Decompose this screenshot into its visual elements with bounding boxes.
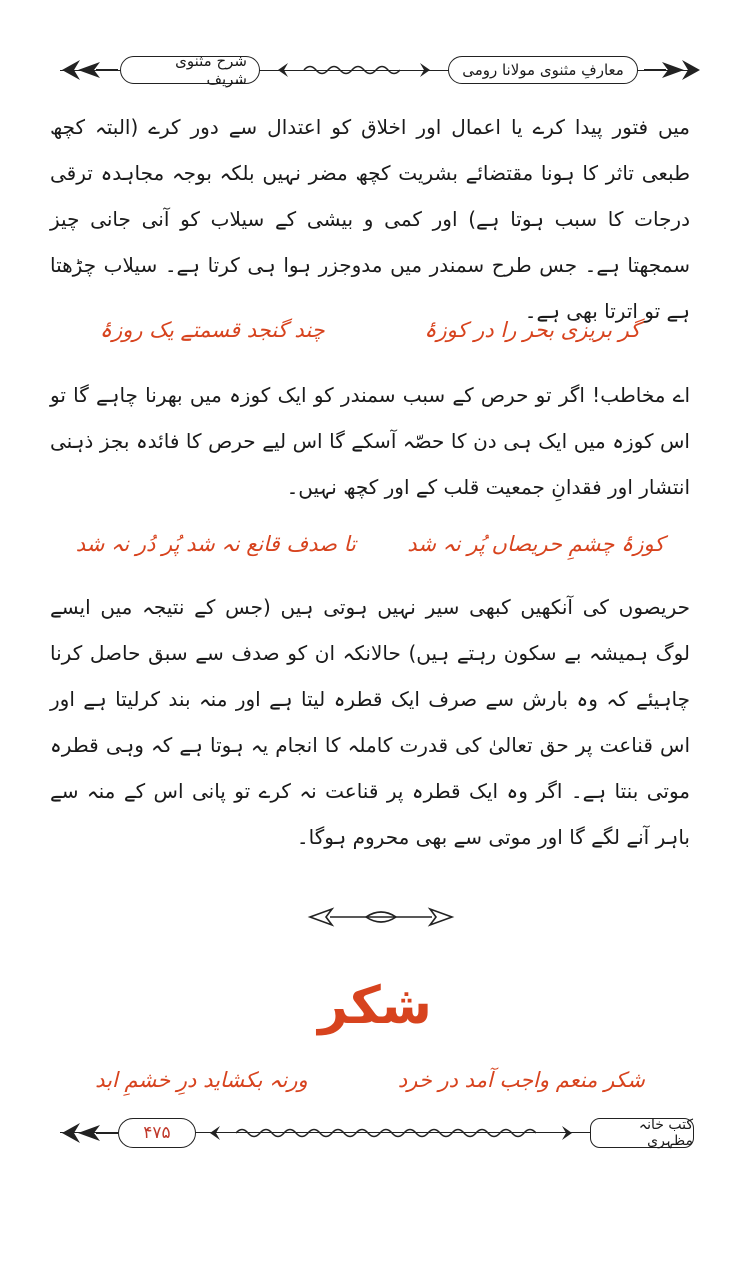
right-flourish-icon: [644, 55, 702, 85]
footer-center-ornament-icon: [206, 1123, 576, 1143]
verse-couplet-1: [50, 318, 690, 342]
series-title-badge: معارفِ مثنوی مولانا رومی: [448, 56, 638, 84]
paragraph-1: میں فتور پیدا کرے یا اعمال اور اخلاق کو اعتدال سے دور کرے (البتہ کچھ طبعی تاثر کا ہونا مقتضائے بشریت کچھ مضر نہیں بلکہ بوجہ مجاہدہ ترقی درجات کا سبب ہوتا ہے) اور کمی و بیشی کے سیلاب کو آنی جانی چیز سمجھتا ہے۔ جس طرح سمندر میں مدوجزر ہوا ہی کرتا ہے۔ سیلاب چڑھتا ہے تو اترتا بھی ہے۔: [50, 115, 690, 323]
section-divider-icon: [306, 905, 456, 929]
verse-2-first-hemistich: کوزۂ چشمِ حریصاں پُر نہ شد: [407, 532, 665, 556]
center-ornament-icon: [274, 60, 434, 80]
paragraph-2: اے مخاطب! اگر تو حرص کے سبب سمندر کو ایک کوزہ میں بھرنا چاہے گا تو اس کوزہ میں ایک ہی دن کا حصّہ آسکے گا اس لیے حرص کا فائدہ بجز ذہنی انتشار اور فقدانِ جمعیت قلب کے اور کچھ نہیں۔: [50, 383, 690, 499]
page-header: [60, 50, 690, 92]
verse-3-second-hemistich: ورنہ بکشاید درِ خشمِ ابد: [95, 1068, 308, 1092]
section-title: شکر: [318, 976, 432, 1036]
verse-1-first-hemistich: گر بریزی بحر را در کوزۂ: [424, 318, 641, 342]
verse-couplet-3: [50, 1068, 690, 1092]
verse-2-second-hemistich: تا صدف قانع نہ شد پُر دُر نہ شد: [75, 532, 356, 556]
verse-1-second-hemistich: چند گنجد قسمتے یک روزۂ: [99, 318, 325, 342]
verse-3-first-hemistich: شکر منعم واجب آمد در خرد: [397, 1068, 645, 1092]
left-flourish-icon: [60, 55, 118, 85]
paragraph-3: حریصوں کی آنکھیں کبھی سیر نہیں ہوتی ہیں (جس کے نتیجہ میں ایسے لوگ ہمیشہ بے سکون رہتے ہیں) حالانکہ ان کو صدف سے سبق حاصل کرنا چاہیئے کہ وہ بارش سے صرف ایک قطرہ لیتا ہے اور منہ بند کرلیتا ہے اور اس قناعت پر حق تعالیٰ کی قدرت کاملہ کا انجام یہ ہوتا ہے کہ وہی قطرہ موتی بنتا ہے۔ اگر وہ ایک قطرہ پر قناعت نہ کرے تو پانی اس کے منہ سے باہر آنے لگے گا اور موتی سے بھی محروم ہوگا۔: [50, 595, 690, 849]
page-number: ۴۷۵: [118, 1118, 196, 1148]
verse-couplet-2: [50, 532, 690, 556]
publisher-badge: کتب خانہ مظہری: [590, 1118, 694, 1148]
footer-left-flourish-icon: [60, 1118, 118, 1148]
book-title-badge: شرح مثنوی شریف: [120, 56, 260, 84]
